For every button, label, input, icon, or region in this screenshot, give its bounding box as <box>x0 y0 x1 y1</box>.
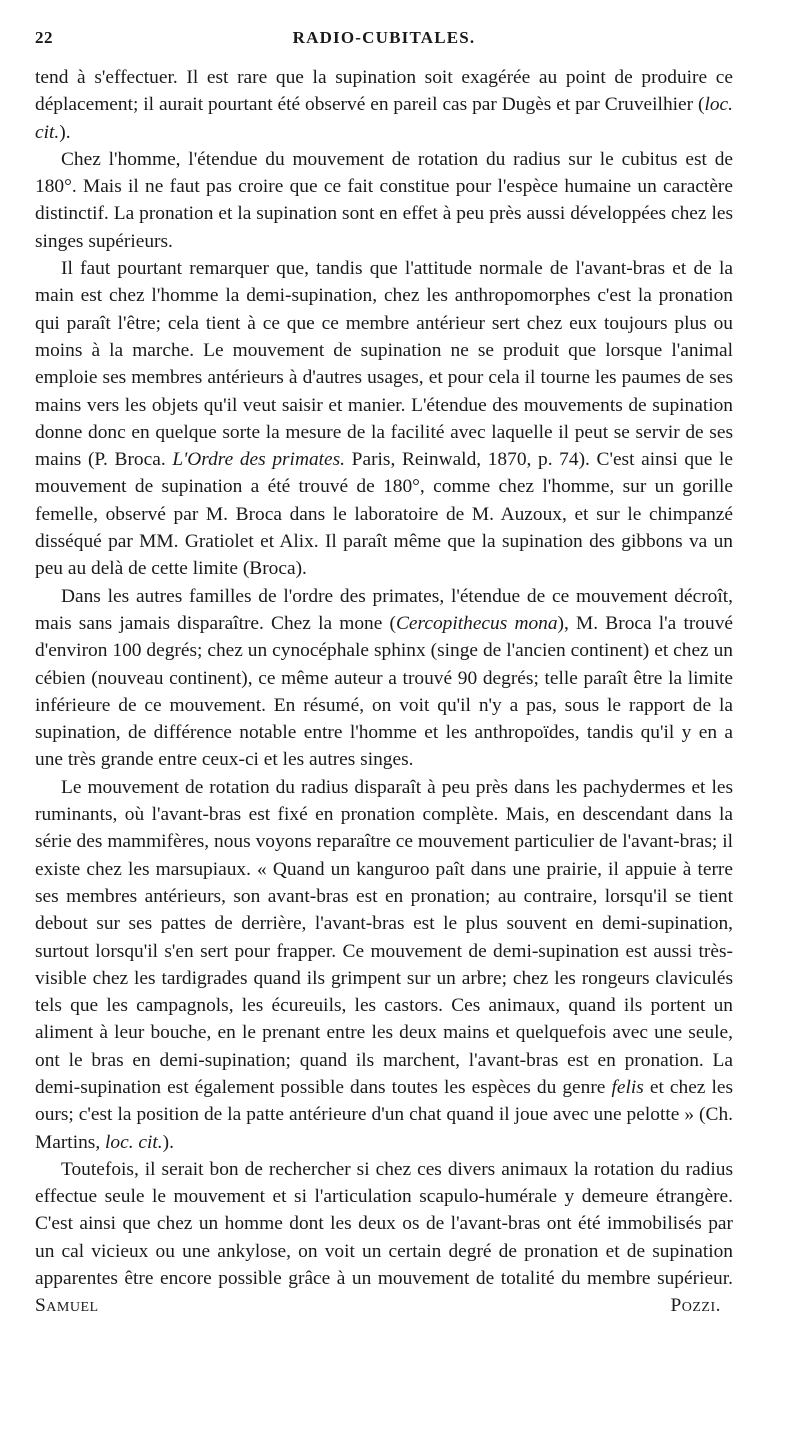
paragraph <box>35 774 733 1156</box>
text-run: et chez les ours; c'est la position de la patte antérieure d'un chat quand il joue avec une pelotte » (Ch. Martins, <box>35 1076 734 1153</box>
text-run: Toutefois, il serait bon de rechercher si chez ces divers animaux la rotation du radius effectue seule le mouvement et si l'articulation scapulo-humérale y demeure étrangère. C'est ainsi que chez un homme dont les deux os de l'avant-bras ont été immobilisés par un cal vicieux ou une ankylose, on voit un certain degré de pronation et de supination apparentes être encore possible grâce à un mouvement de totalité du membre supérieur. <box>35 1158 733 1290</box>
paragraph <box>35 64 733 146</box>
running-title: RADIO-CUBITALES. <box>292 28 476 47</box>
text-run: Paris, Reinwald, 1870, p. 74). C'est ainsi que le mouvement de supination a été trouvé de 180°, comme chez l'homme, sur un gorille femelle, observé par M. Broca dans le laboratoire de M. Auzoux, et sur le chimpanzé disséqué par MM. Gratiolet et Alix. Il paraît même que la supination des gibbons va un peu au delà de cette limite (Broca). <box>35 449 733 580</box>
text-run: ). <box>59 121 71 143</box>
article-body <box>35 64 733 1320</box>
paragraph <box>35 1156 733 1320</box>
document-page <box>35 28 733 1320</box>
author-signature: Samuel Pozzi. <box>35 1295 721 1317</box>
text-run: tend à s'effectuer. Il est rare que la supination soit exagérée au point de produire ce déplacement; il aurait pourtant été observé en pareil cas par Dugès et par Cruveilhier ( <box>35 67 733 116</box>
text-run: ). <box>162 1131 174 1153</box>
italic-text: felis <box>611 1076 644 1098</box>
paragraph <box>35 255 733 583</box>
paragraph <box>35 583 733 774</box>
italic-text: loc. cit. <box>105 1131 163 1153</box>
italic-text: loc. cit. <box>35 94 733 143</box>
text-run: ), M. Broca l'a trouvé d'environ 100 degrés; chez un cynocéphale sphinx (singe de l'ancien continent) et chez un cébien (nouveau continent), ce même auteur a trouvé 90 degrés; telle paraît être la limite inférieure de ce mouvement. En résumé, on voit qu'il n'y a pas, sous le rapport de la supination, de différence notable entre l'homme et les anthropoïdes, tandis qu'il y en a une très grande entre ceux-ci et les autres singes. <box>35 612 733 771</box>
italic-text: L'Ordre des primates. <box>172 449 346 471</box>
paragraph <box>35 146 733 255</box>
text-run: Dans les autres familles de l'ordre des primates, l'étendue de ce mouvement décroît, mais sans jamais disparaître. Chez la mone ( <box>35 585 733 634</box>
italic-text: Cercopithecus mona <box>395 612 558 634</box>
text-run: Chez l'homme, l'étendue du mouvement de rotation du radius sur le cubitus est de 180°. Mais il ne faut pas croire que ce fait constitue pour l'espèce humaine un caractère distinctif. La pronation et la supination sont en effet à peu près aussi développées chez les singes supérieurs. <box>35 148 733 252</box>
page-number: 22 <box>35 28 53 47</box>
text-run: Il faut pourtant remarquer que, tandis que l'attitude normale de l'avant-bras et de la main est chez l'homme la demi-supination, chez les anthropomorphes c'est la pronation qui paraît l'être; cela tient à ce que ce membre antérieur sert chez eux toujours plus ou moins à la marche. Le mouvement de supination ne se produit que lorsque l'animal emploie ses membres antérieurs à d'autres usages, et pour cela il tourne les paumes de ses mains vers les objets qu'il veut saisir et manier. L'étendue des mouvements de supination donne donc en quelque sorte la mesure de la facilité avec laquelle il peut se servir de ses mains (P. Broca. <box>35 258 733 471</box>
text-run: Le mouvement de rotation du radius disparaît à peu près dans les pachydermes et les ruminants, où l'avant-bras est fixé en pronation complète. Mais, en descendant dans la série des mammifères, nous voyons reparaître ce mouvement particulier de l'avant-bras; il existe chez les marsupiaux. « Quand un kanguroo paît dans une prairie, il appuie à terre ses membres antérieurs, son avant-bras est en pronation; au contraire, lorsqu'il se tient debout sur ses pattes de derrière, l'avant-bras est le plus souvent en demi-supination, surtout lorsqu'il s'en sert pour frapper. Ce mouvement de demi-supination est aussi très-visible chez les tardigrades quand ils grimpent sur un arbre; chez les rongeurs claviculés tels que les campagnols, les écureuils, les castors. Ces animaux, quand ils portent un aliment à leur bouche, en le prenant entre les deux mains et quelquefois avec une seule, ont le bras en demi-supination; quand ils marchent, l'avant-bras est en pronation. La demi-supination est également possible dans toutes les espèces du genre <box>35 776 733 1098</box>
page-header <box>35 28 733 52</box>
